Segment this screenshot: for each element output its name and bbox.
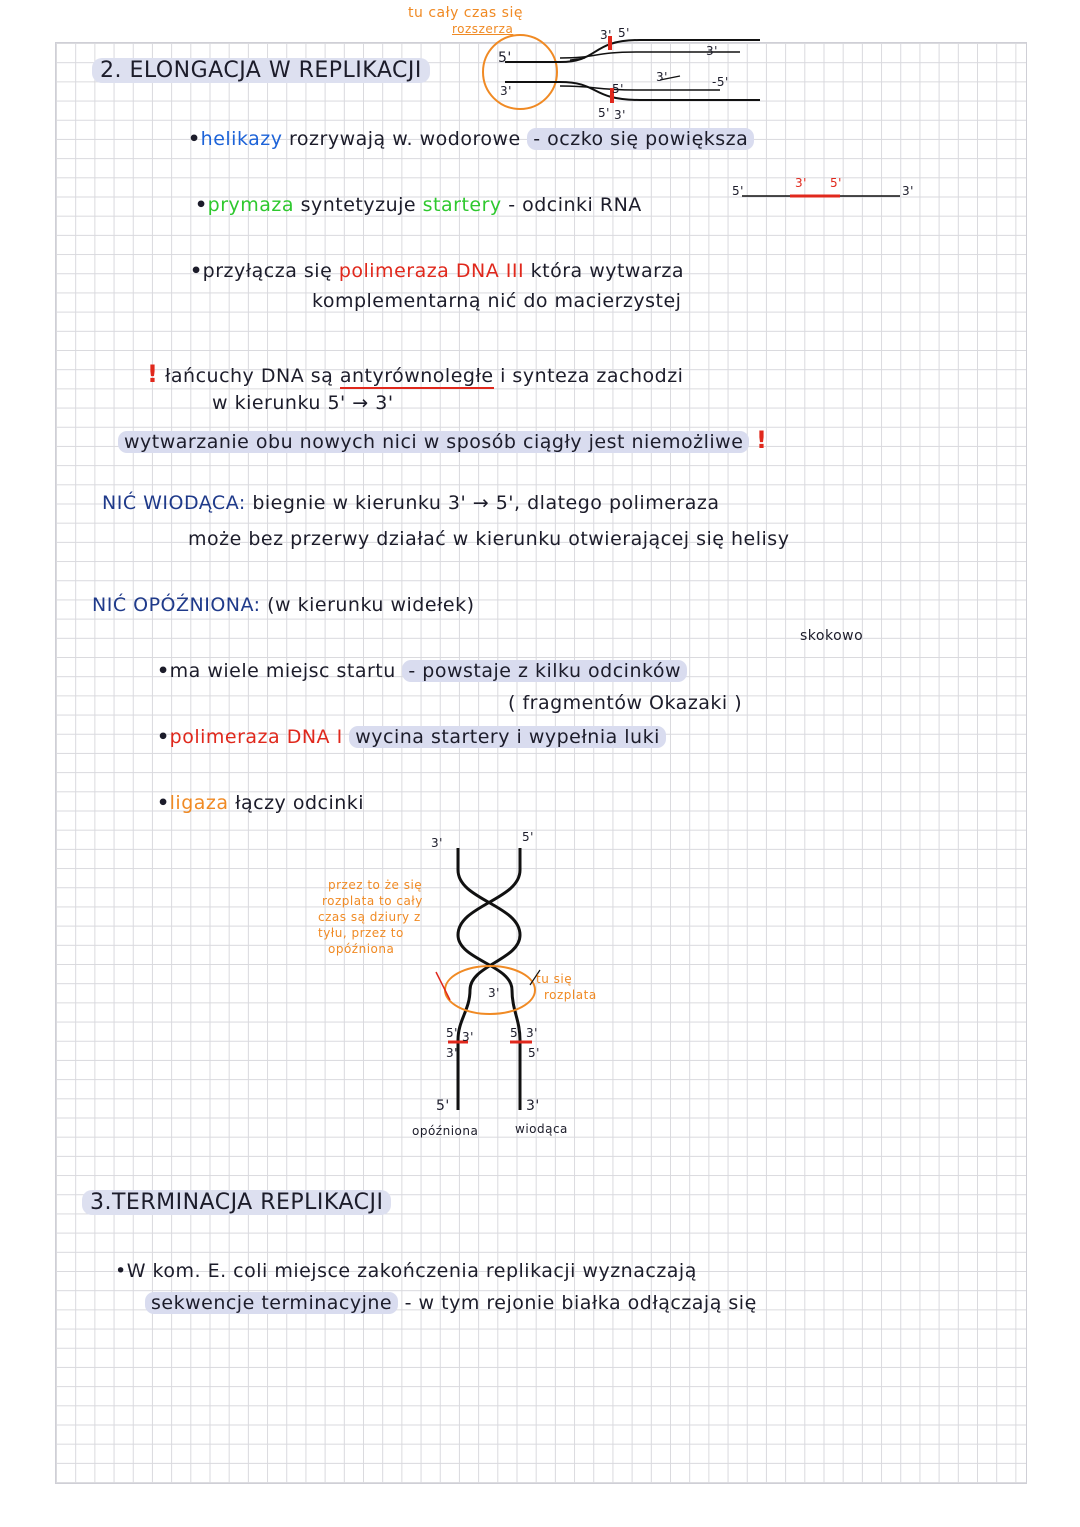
- primer-label-m5: 5': [830, 176, 842, 190]
- termination-line-1: •W kom. E. coli miejsce zakończenia replikacji wyznaczają: [115, 1260, 697, 1282]
- diagram-note-3: czas są dziury z: [318, 910, 421, 924]
- diagram-top-5: 5': [522, 830, 534, 844]
- primer-label-m3: 3': [795, 176, 807, 190]
- diagram-lagging-label: opóźniona: [412, 1124, 479, 1138]
- diagram-small-b: 3': [446, 1046, 458, 1060]
- diagram-top-3: 3': [431, 836, 443, 850]
- diagram-bottom-3: 3': [526, 1098, 540, 1114]
- annotation-top: tu cały czas się: [408, 5, 523, 21]
- polymerase-term: polimeraza DNA: [338, 260, 500, 282]
- primer-label-5: 5': [732, 184, 744, 198]
- section-heading-termination: 3.TERMINACJA REPLIKACJI: [82, 1190, 391, 1215]
- helicase-text: rozrywają w. wodorowe: [289, 128, 521, 150]
- lagging-bullet-ligase: •ligaza łączy odcinki: [157, 792, 365, 814]
- annotation-top-2: rozszerza: [452, 22, 514, 36]
- note-exclamation: !: [147, 360, 159, 388]
- fork-label-h: 5': [612, 82, 624, 96]
- lagging-strand-line: [92, 594, 475, 616]
- lagging-strand-text: (w kierunku widełek): [267, 594, 475, 616]
- ligase-text: łączy odcinki: [235, 792, 365, 814]
- section-heading-elongation: 2. ELONGACJA W REPLIKACJI: [92, 58, 430, 83]
- leading-strand-label: NIĆ WIODĄCA:: [102, 492, 246, 514]
- termination-text: - w tym rejonie białka odłączają się: [404, 1292, 757, 1314]
- diagram-small-e: 3': [526, 1026, 538, 1040]
- lagging-strand-label: NIĆ OPÓŹNIONA:: [92, 594, 261, 616]
- note-antiparallel-term: antyrównoległe: [339, 365, 494, 387]
- fork-label-a: 3': [600, 28, 612, 42]
- primase-verb: syntetyzuje: [300, 194, 417, 216]
- fork-label-f: 5': [598, 106, 610, 120]
- diagram-leading-label: wiodąca: [515, 1122, 568, 1136]
- lagging-starts-text: ma wiele miejsc startu: [169, 660, 396, 682]
- elongation-line-polymerase-cont: komplementarną nić do macierzystej: [312, 290, 682, 312]
- annotation-skokowo: skokowo: [800, 628, 864, 644]
- note-antiparallel: [147, 360, 683, 388]
- lagging-bullet-starts: •ma wiele miejsc startu - powstaje z kilku odcinków: [157, 660, 687, 682]
- note-impossible: [118, 426, 767, 454]
- helicase-result: - oczko się powiększa: [527, 128, 754, 150]
- leading-strand-line: [102, 492, 719, 514]
- polymerase-verb: przyłącza się: [202, 260, 333, 282]
- pol1-term: polimeraza: [169, 726, 281, 748]
- elongation-line-polymerase: •przyłącza się polimeraza DNA III która wytwarza: [190, 260, 685, 282]
- diagram-note-5: opóźniona: [328, 942, 395, 956]
- diagram-note-1: przez to że się: [328, 878, 423, 892]
- primers-term: startery: [422, 194, 502, 216]
- elongation-line-primase: •prymaza syntetyzuje startery - odcinki RNA: [195, 194, 642, 216]
- ligase-term: ligaza: [169, 792, 229, 814]
- helicase-term: helikazy: [200, 128, 283, 150]
- diagram-bottom-5: 5': [436, 1098, 450, 1114]
- leading-strand-text: biegnie w kierunku 3' → 5', dlatego polimeraza: [252, 492, 720, 514]
- primase-note: - odcinki RNA: [508, 194, 642, 216]
- note-exclamation-2: !: [755, 426, 768, 454]
- fork-label-g: 3': [614, 108, 626, 122]
- leading-strand-line-2: może bez przerwy działać w kierunku otwierającej się helisy: [188, 528, 790, 550]
- termination-term: sekwencje terminacyjne: [145, 1292, 398, 1314]
- note-text-c: i synteza zachodzi: [500, 365, 684, 387]
- fork-label-5: 5': [498, 50, 512, 66]
- lagging-bullet-pol1: •polimeraza DNA I wycina startery i wypełnia luki: [157, 726, 666, 748]
- fork-label-d: 3': [656, 70, 668, 84]
- note-direction: w kierunku 5' → 3': [212, 392, 394, 414]
- diagram-small-g: 3': [488, 986, 500, 1000]
- fork-label-b: 5': [618, 26, 630, 40]
- diagram-unwind-2: rozplata: [544, 988, 597, 1002]
- diagram-small-d: 5': [510, 1026, 522, 1040]
- polymerase-numeral: III: [505, 260, 525, 282]
- fork-label-e: -5': [712, 75, 729, 89]
- fork-label-3: 3': [500, 84, 512, 98]
- diagram-small-c: 3': [462, 1030, 474, 1044]
- termination-line-2: [145, 1292, 757, 1314]
- polymerase-text: która wytwarza: [530, 260, 685, 282]
- elongation-line-helicase: •helikazy rozrywają w. wodorowe - oczko się powiększa: [188, 128, 754, 150]
- diagram-unwind-1: tu się: [536, 972, 573, 986]
- diagram-note-4: tyłu, przez to: [318, 926, 404, 940]
- fork-label-c: 3': [706, 44, 718, 58]
- primer-label-r3: 3': [902, 184, 914, 198]
- primase-term: prymaza: [207, 194, 295, 216]
- pol1-text: wycina startery i wypełnia luki: [349, 726, 666, 748]
- note-text-a: łańcuchy DNA są: [165, 365, 334, 387]
- diagram-note-2: rozplata to cały: [322, 894, 423, 908]
- lagging-fragments-text: - powstaje z kilku odcinków: [402, 660, 687, 682]
- diagram-small-a: 5': [446, 1026, 458, 1040]
- okazaki-fragments: ( fragmentów Okazaki ): [508, 692, 743, 714]
- diagram-small-f: 5': [528, 1046, 540, 1060]
- pol1-numeral: DNA I: [286, 726, 343, 748]
- note-impossible-text: wytwarzanie obu nowych nici w sposób ciągły jest niemożliwe: [118, 431, 749, 453]
